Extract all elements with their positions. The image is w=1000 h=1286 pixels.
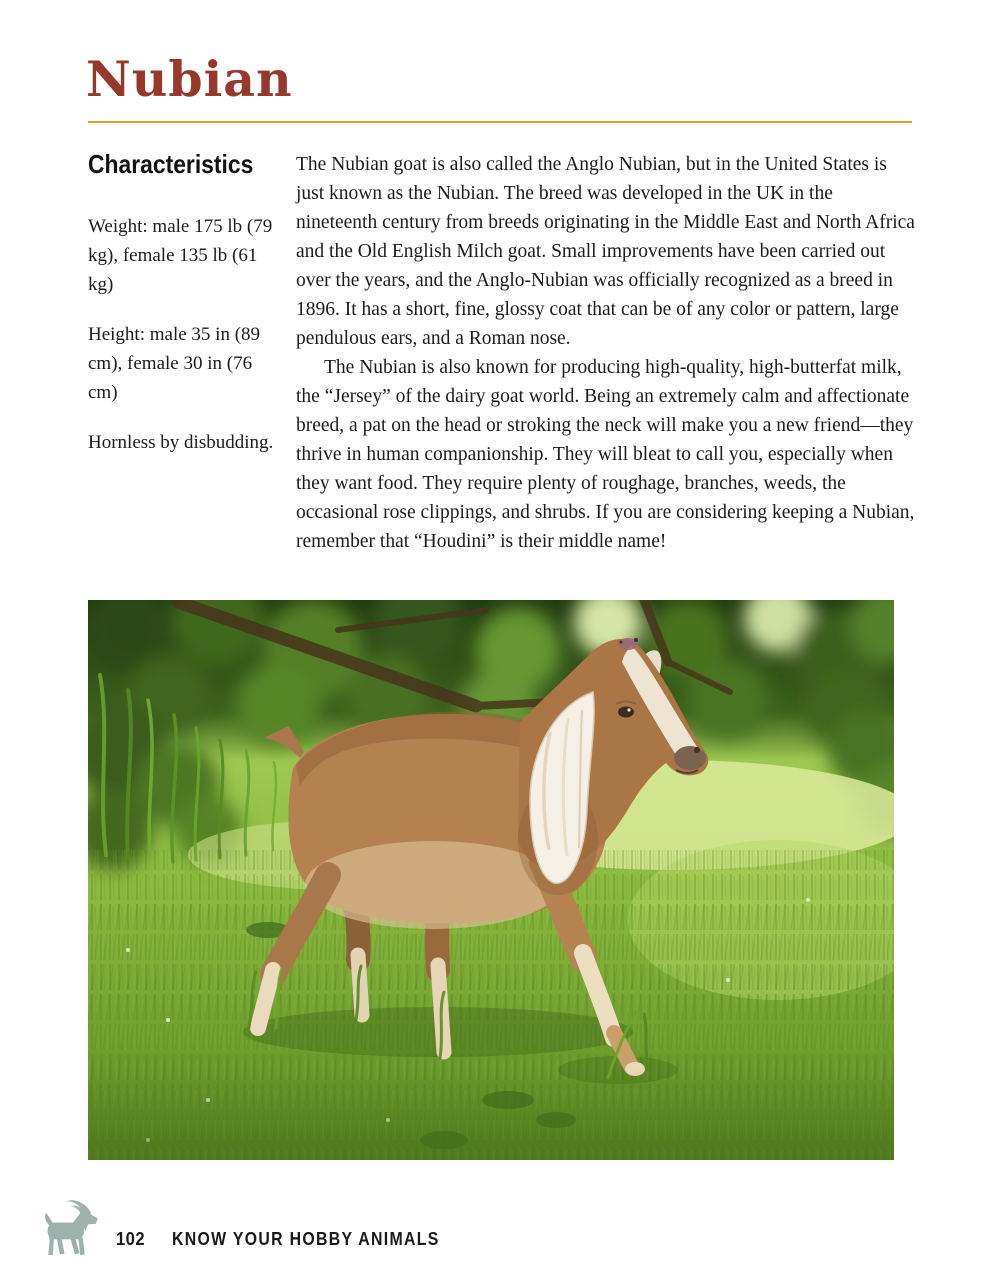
- running-footer: [116, 1229, 476, 1250]
- gold-divider-rule: [88, 121, 912, 123]
- characteristics-sidebar: [88, 149, 284, 457]
- article-paragraph-1: The Nubian goat is also called the Anglo Nubian, but in the United States is just known as the Nubian. The breed was developed in the UK in the nineteenth century from breeds originating in the Middle East and North Africa and the Old English Milch goat. Small improvements have been carried out over the years, and the Anglo-Nubian was officially recognized as a breed in 1896. It has a short, fine, glossy coat that can be of any color or pattern, large pendulous ears, and a Roman nose.: [296, 154, 915, 349]
- page-title: Nubian: [86, 50, 293, 108]
- article-body: [296, 150, 916, 556]
- goat-photo: [88, 600, 894, 1160]
- characteristic-weight: Weight: male 175 lb (79 kg), female 135 lb (61 kg): [88, 216, 273, 295]
- article-paragraph-2: The Nubian is also known for producing high-quality, high-butterfat milk, the “Jersey” of the dairy goat world. Being an extremely calm and affectionate breed, a pat on the head or stroking the neck will make you a new friend—they thrive in human companionship. They will bleat to call you, especially when they want food. They require plenty of roughage, branches, weeds, the occasional rose clippings, and shrubs. If you are considering keeping a Nubian, remember that “Houdini” is their middle name!: [296, 357, 915, 552]
- book-title: KNOW YOUR HOBBY ANIMALS: [171, 1229, 440, 1249]
- goat-silhouette-icon: [40, 1199, 106, 1259]
- page-number: 102: [116, 1229, 146, 1249]
- characteristic-height: Height: male 35 in (89 cm), female 30 in (76 cm): [88, 324, 261, 403]
- characteristics-heading: Characteristics: [88, 149, 254, 179]
- characteristic-horns: Hornless by disbudding.: [88, 432, 274, 453]
